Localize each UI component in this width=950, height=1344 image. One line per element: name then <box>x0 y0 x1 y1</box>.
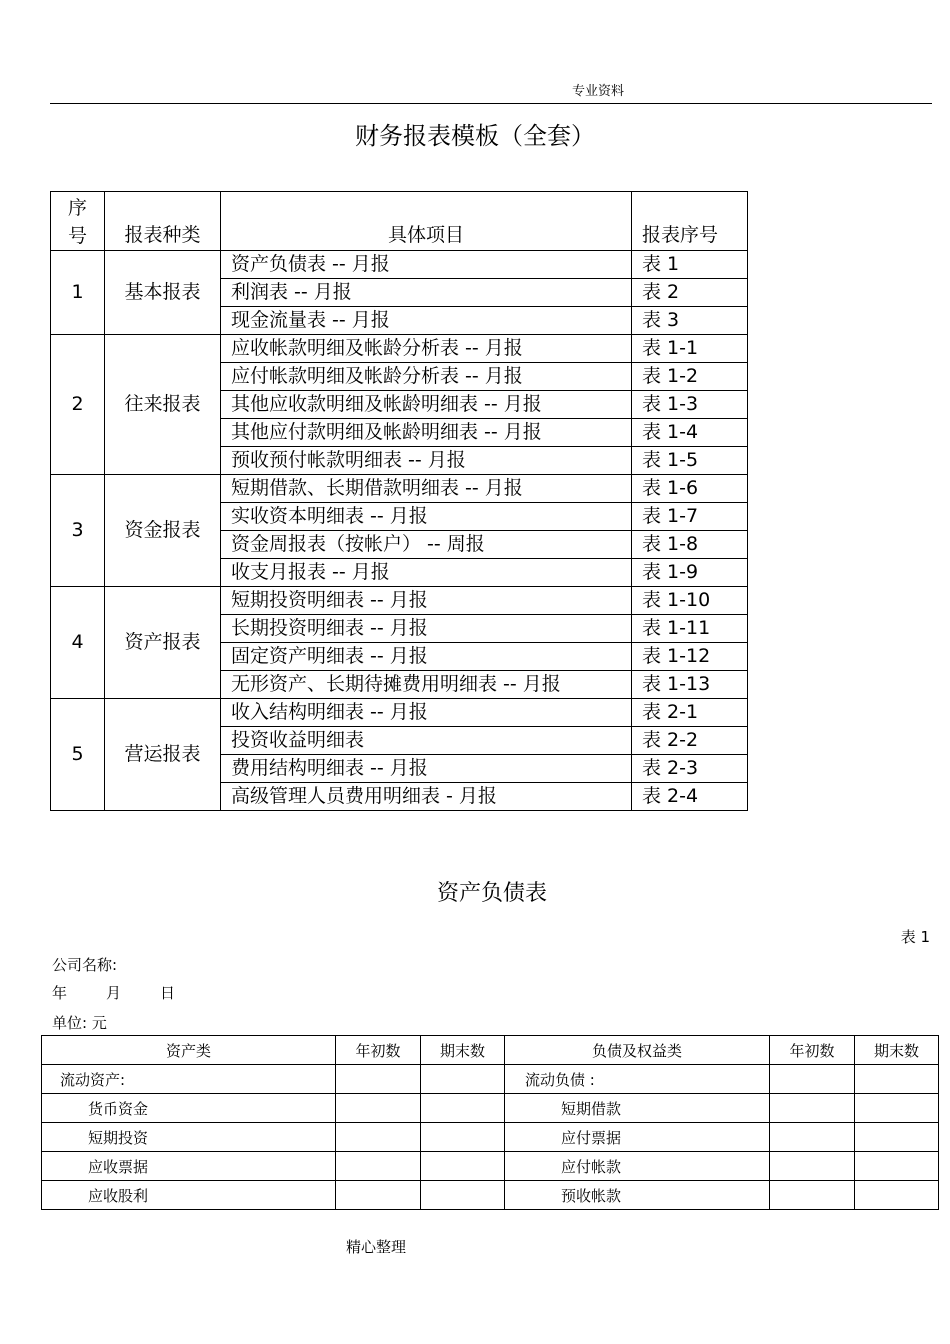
report-item: 实收资本明细表 -- 月报 <box>221 503 632 531</box>
report-number: 表 2-3 <box>632 755 748 783</box>
report-number: 表 3 <box>632 307 748 335</box>
report-number: 表 1-5 <box>632 447 748 475</box>
report-item: 其他应收款明细及帐龄明细表 -- 月报 <box>221 391 632 419</box>
liability-closing-cell <box>855 1094 939 1123</box>
asset-opening-cell <box>336 1181 421 1210</box>
group-category: 资金报表 <box>105 475 221 587</box>
header-closing-liabilities: 期末数 <box>855 1036 939 1065</box>
asset-label: 应收票据 <box>42 1152 336 1181</box>
liability-label: 短期借款 <box>505 1094 770 1123</box>
group-category: 营运报表 <box>105 699 221 811</box>
asset-closing-cell <box>421 1094 505 1123</box>
asset-label: 应收股利 <box>42 1181 336 1210</box>
header-opening-assets: 年初数 <box>336 1036 421 1065</box>
month-label: 月 <box>106 984 122 1002</box>
balance-sheet-number: 表 1 <box>900 928 930 946</box>
report-number: 表 1 <box>632 251 748 279</box>
report-item: 其他应付款明细及帐龄明细表 -- 月报 <box>221 419 632 447</box>
header-rule <box>50 103 932 104</box>
asset-closing-cell <box>421 1123 505 1152</box>
report-number: 表 1-12 <box>632 643 748 671</box>
liability-opening-cell <box>770 1065 855 1094</box>
unit-label: 单位: 元 <box>52 1014 107 1032</box>
asset-closing-cell <box>421 1065 505 1094</box>
year-label: 年 <box>52 984 68 1002</box>
document-title: 财务报表模板（全套） <box>355 122 595 150</box>
header-item: 具体项目 <box>221 192 632 251</box>
liability-closing-cell <box>855 1152 939 1181</box>
report-item: 费用结构明细表 -- 月报 <box>221 755 632 783</box>
liability-label: 预收帐款 <box>505 1181 770 1210</box>
header-category: 报表种类 <box>105 192 221 251</box>
report-item: 预收预付帐款明细表 -- 月报 <box>221 447 632 475</box>
asset-closing-cell <box>421 1181 505 1210</box>
report-number: 表 2-4 <box>632 783 748 811</box>
asset-label: 货币资金 <box>42 1094 336 1123</box>
report-number: 表 2-1 <box>632 699 748 727</box>
index-table-header <box>51 192 748 251</box>
report-item: 长期投资明细表 -- 月报 <box>221 615 632 643</box>
report-index-table <box>50 191 748 811</box>
header-no: 序号 <box>51 192 105 251</box>
day-label: 日 <box>160 984 176 1002</box>
report-item: 投资收益明细表 <box>221 727 632 755</box>
liability-label: 流动负债 : <box>505 1065 770 1094</box>
footer-label: 精心整理 <box>346 1238 407 1256</box>
table-row <box>42 1152 939 1181</box>
table-row <box>51 251 748 279</box>
table-row <box>51 335 748 363</box>
header-label: 专业资料 <box>572 84 625 99</box>
report-number: 表 1-7 <box>632 503 748 531</box>
report-number: 表 2 <box>632 279 748 307</box>
group-no: 5 <box>51 699 105 811</box>
asset-closing-cell <box>421 1152 505 1181</box>
report-number: 表 1-11 <box>632 615 748 643</box>
liability-label: 应付帐款 <box>505 1152 770 1181</box>
asset-label: 短期投资 <box>42 1123 336 1152</box>
header-assets: 资产类 <box>42 1036 336 1065</box>
report-item: 短期借款、长期借款明细表 -- 月报 <box>221 475 632 503</box>
header-report-no: 报表序号 <box>632 192 748 251</box>
report-number: 表 1-2 <box>632 363 748 391</box>
table-row <box>51 699 748 727</box>
table-row <box>42 1123 939 1152</box>
report-item: 收支月报表 -- 月报 <box>221 559 632 587</box>
asset-opening-cell <box>336 1065 421 1094</box>
report-number: 表 1-3 <box>632 391 748 419</box>
table-row <box>42 1094 939 1123</box>
report-number: 表 1-1 <box>632 335 748 363</box>
table-row <box>42 1065 939 1094</box>
report-number: 表 1-9 <box>632 559 748 587</box>
table-row <box>42 1181 939 1210</box>
liability-opening-cell <box>770 1094 855 1123</box>
report-number: 表 1-8 <box>632 531 748 559</box>
group-no: 1 <box>51 251 105 335</box>
asset-label: 流动资产: <box>42 1065 336 1094</box>
header-closing-assets: 期末数 <box>421 1036 505 1065</box>
liability-opening-cell <box>770 1123 855 1152</box>
report-item: 短期投资明细表 -- 月报 <box>221 587 632 615</box>
company-name-label: 公司名称: <box>52 956 118 974</box>
table-row <box>51 587 748 615</box>
group-no: 4 <box>51 587 105 699</box>
group-category: 资产报表 <box>105 587 221 699</box>
report-number: 表 1-13 <box>632 671 748 699</box>
report-number: 表 1-10 <box>632 587 748 615</box>
report-item: 资产负债表 -- 月报 <box>221 251 632 279</box>
report-item: 应收帐款明细及帐龄分析表 -- 月报 <box>221 335 632 363</box>
asset-opening-cell <box>336 1094 421 1123</box>
liability-opening-cell <box>770 1152 855 1181</box>
report-item: 收入结构明细表 -- 月报 <box>221 699 632 727</box>
table-row <box>51 475 748 503</box>
report-number: 表 1-4 <box>632 419 748 447</box>
group-category: 基本报表 <box>105 251 221 335</box>
balance-sheet-header <box>42 1036 939 1065</box>
report-item: 固定资产明细表 -- 月报 <box>221 643 632 671</box>
date-line <box>52 982 175 1003</box>
liability-closing-cell <box>855 1123 939 1152</box>
liability-opening-cell <box>770 1181 855 1210</box>
report-item: 无形资产、长期待摊费用明细表 -- 月报 <box>221 671 632 699</box>
asset-opening-cell <box>336 1123 421 1152</box>
liability-label: 应付票据 <box>505 1123 770 1152</box>
report-item: 高级管理人员费用明细表 - 月报 <box>221 783 632 811</box>
report-number: 表 2-2 <box>632 727 748 755</box>
group-no: 3 <box>51 475 105 587</box>
header-opening-liabilities: 年初数 <box>770 1036 855 1065</box>
group-category: 往来报表 <box>105 335 221 475</box>
balance-sheet-title: 资产负债表 <box>436 881 547 906</box>
report-item: 现金流量表 -- 月报 <box>221 307 632 335</box>
header-liabilities: 负债及权益类 <box>505 1036 770 1065</box>
liability-closing-cell <box>855 1181 939 1210</box>
report-item: 应付帐款明细及帐龄分析表 -- 月报 <box>221 363 632 391</box>
report-item: 资金周报表（按帐户） -- 周报 <box>221 531 632 559</box>
group-no: 2 <box>51 335 105 475</box>
liability-closing-cell <box>855 1065 939 1094</box>
asset-opening-cell <box>336 1152 421 1181</box>
balance-sheet-table <box>41 1035 939 1210</box>
report-number: 表 1-6 <box>632 475 748 503</box>
report-item: 利润表 -- 月报 <box>221 279 632 307</box>
